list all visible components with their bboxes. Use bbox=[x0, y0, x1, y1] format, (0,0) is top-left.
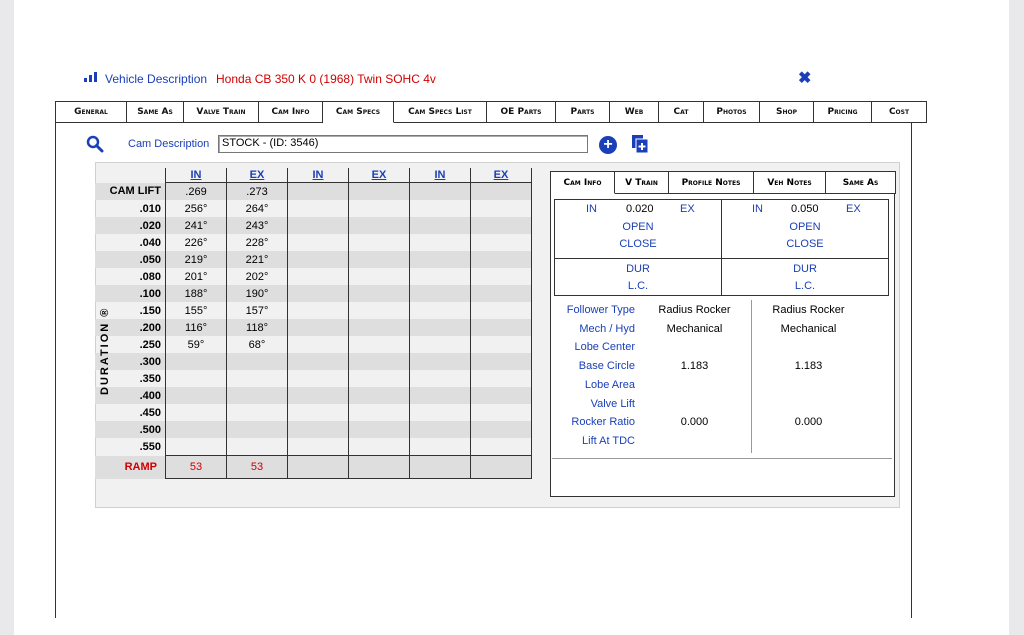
tab-same-as[interactable]: Same As bbox=[127, 102, 184, 123]
duration-row-cell[interactable]: 157° bbox=[227, 302, 288, 319]
signal-bars-icon bbox=[84, 70, 98, 85]
duration-row-cell[interactable] bbox=[471, 438, 532, 456]
info-tab-veh-notes[interactable]: Veh Notes bbox=[754, 172, 826, 194]
prop-label: Follower Type bbox=[566, 304, 635, 316]
prop-value-b[interactable]: 1.183 bbox=[794, 360, 823, 373]
lift-a-ex-label: EX bbox=[680, 203, 695, 215]
duration-row-cell[interactable] bbox=[227, 404, 288, 421]
duration-row-cell[interactable] bbox=[349, 336, 410, 353]
duration-row bbox=[95, 404, 532, 421]
duration-row-cell[interactable] bbox=[471, 404, 532, 421]
duration-row-cell[interactable]: 68° bbox=[227, 336, 288, 353]
duration-row-cell[interactable]: 219° bbox=[166, 251, 227, 268]
lc-a-label: L.C. bbox=[627, 280, 649, 292]
cam-lift-row-cell[interactable] bbox=[349, 183, 410, 201]
ramp-row bbox=[95, 456, 532, 479]
duration-label: DURATION ® bbox=[99, 306, 111, 395]
column-header-row-label bbox=[95, 168, 166, 183]
duration-row-cell[interactable] bbox=[349, 370, 410, 387]
dur-b-label: DUR bbox=[793, 263, 817, 275]
close-a-label: CLOSE bbox=[619, 238, 657, 250]
duration-row-cell[interactable] bbox=[410, 353, 471, 370]
vehicle-description-value: Honda CB 350 K 0 (1968) Twin SOHC 4v bbox=[216, 72, 436, 86]
duration-row bbox=[95, 319, 532, 336]
duration-row-cell[interactable] bbox=[166, 421, 227, 438]
duration-row-cell[interactable] bbox=[288, 353, 349, 370]
duration-row-cell[interactable] bbox=[410, 404, 471, 421]
duration-row-cell[interactable]: 202° bbox=[227, 268, 288, 285]
tab-photos[interactable]: Photos bbox=[704, 102, 760, 123]
tab-cost[interactable]: Cost bbox=[872, 102, 927, 123]
duration-row-cell[interactable]: 228° bbox=[227, 234, 288, 251]
ramp-row-cell[interactable] bbox=[410, 456, 471, 479]
duration-row-cell[interactable]: 226° bbox=[166, 234, 227, 251]
prop-label: Valve Lift bbox=[590, 397, 635, 410]
cam-description-label: Cam Description bbox=[128, 138, 210, 150]
duration-row-cell[interactable] bbox=[288, 421, 349, 438]
tab-cam-info[interactable]: Cam Info bbox=[259, 102, 323, 123]
duration-row-cell[interactable] bbox=[288, 302, 349, 319]
duration-row-cell[interactable]: 155° bbox=[166, 302, 227, 319]
duration-row-cell[interactable] bbox=[227, 438, 288, 456]
tab-web[interactable]: Web bbox=[610, 102, 659, 123]
search-icon[interactable] bbox=[86, 135, 104, 158]
ramp-row-cell[interactable] bbox=[349, 456, 410, 479]
duration-row-cell[interactable] bbox=[349, 251, 410, 268]
duration-row-cell[interactable] bbox=[166, 438, 227, 456]
info-tab-v-train[interactable]: V Train bbox=[615, 172, 669, 194]
column-header-row-cell[interactable]: EX bbox=[227, 168, 288, 183]
duration-row-cell[interactable] bbox=[410, 370, 471, 387]
tab-shop[interactable]: Shop bbox=[760, 102, 814, 123]
prop-label: Lift At TDC bbox=[582, 434, 635, 447]
lc-b-label: L.C. bbox=[794, 280, 816, 292]
ramp-row-cell[interactable] bbox=[288, 456, 349, 479]
tab-parts[interactable]: Parts bbox=[556, 102, 610, 123]
duration-row-cell[interactable] bbox=[288, 404, 349, 421]
duration-row-cell[interactable] bbox=[349, 302, 410, 319]
duration-row-cell[interactable] bbox=[471, 353, 532, 370]
duration-row-cell[interactable]: 201° bbox=[166, 268, 227, 285]
dur-a-label: DUR bbox=[626, 263, 650, 275]
column-header-row-cell[interactable]: EX bbox=[349, 168, 410, 183]
duration-row-label: .040 bbox=[139, 236, 161, 249]
duration-row-cell[interactable]: 59° bbox=[166, 336, 227, 353]
lift-b-in-label: IN bbox=[752, 203, 763, 215]
ramp-row-cell[interactable] bbox=[471, 456, 532, 479]
cam-specs-table bbox=[95, 168, 532, 479]
duration-row-cell[interactable] bbox=[471, 217, 532, 234]
column-header-row-cell[interactable]: EX bbox=[471, 168, 532, 183]
duration-row-cell[interactable] bbox=[288, 319, 349, 336]
duration-row-label: .100 bbox=[95, 285, 166, 302]
vehicle-description-label: Vehicle Description bbox=[105, 72, 208, 86]
duration-row-cell[interactable]: 241° bbox=[166, 217, 227, 234]
cam-lift-row-label: CAM LIFT bbox=[95, 183, 166, 201]
duration-row-cell[interactable]: 256° bbox=[166, 200, 227, 217]
tab-pricing[interactable]: Pricing bbox=[814, 102, 872, 123]
duration-row-cell[interactable] bbox=[471, 251, 532, 268]
duration-row-cell[interactable]: 221° bbox=[227, 251, 288, 268]
duration-row-cell[interactable] bbox=[227, 353, 288, 370]
duration-row-cell[interactable] bbox=[471, 285, 532, 302]
prop-value-b[interactable]: 0.000 bbox=[794, 416, 823, 429]
duration-row-cell[interactable] bbox=[349, 268, 410, 285]
info-box-right bbox=[888, 199, 889, 296]
duration-row-cell[interactable] bbox=[288, 438, 349, 456]
cam-lift-row-cell[interactable]: .273 bbox=[227, 183, 288, 201]
duration-row-cell[interactable] bbox=[166, 353, 227, 370]
duration-row-label: .450 bbox=[139, 406, 161, 419]
lift-b-ex-label: EX bbox=[846, 203, 861, 215]
column-header-row-cell[interactable]: IN bbox=[166, 168, 227, 183]
cam-lift-row bbox=[95, 183, 532, 201]
duration-row bbox=[95, 217, 532, 234]
duration-row-cell[interactable] bbox=[227, 370, 288, 387]
props-bottom-line bbox=[552, 458, 892, 459]
duration-row-cell[interactable] bbox=[166, 404, 227, 421]
info-box-bottom bbox=[554, 295, 889, 296]
duration-row bbox=[95, 370, 532, 387]
open-b-label: OPEN bbox=[789, 221, 821, 233]
info-tab-profile-notes[interactable]: Profile Notes bbox=[669, 172, 754, 194]
duration-row bbox=[95, 336, 532, 353]
duration-row-cell[interactable] bbox=[288, 370, 349, 387]
duration-row-label: .250 bbox=[139, 338, 161, 351]
duration-row-cell[interactable] bbox=[349, 319, 410, 336]
duration-row bbox=[95, 387, 532, 404]
duration-row-cell[interactable] bbox=[471, 336, 532, 353]
duration-row-label: .020 bbox=[95, 217, 166, 234]
duration-row-cell[interactable] bbox=[410, 336, 471, 353]
column-header-row bbox=[95, 168, 532, 183]
duration-row-cell[interactable] bbox=[410, 302, 471, 319]
duration-row-cell[interactable] bbox=[288, 234, 349, 251]
duration-row-cell[interactable] bbox=[349, 353, 410, 370]
duration-row bbox=[95, 438, 532, 456]
duration-row-cell[interactable] bbox=[471, 268, 532, 285]
tab-cam-specs[interactable]: Cam Specs bbox=[323, 102, 394, 123]
add-plus-icon[interactable]: + bbox=[599, 136, 617, 154]
duration-row-cell[interactable] bbox=[349, 217, 410, 234]
duration-row-cell[interactable] bbox=[349, 200, 410, 217]
duration-row-cell[interactable] bbox=[471, 234, 532, 251]
duration-row-cell[interactable]: 264° bbox=[227, 200, 288, 217]
cam-description-field[interactable]: STOCK - (ID: 3546) bbox=[218, 135, 588, 153]
duration-row bbox=[95, 421, 532, 438]
info-tab-same-as[interactable]: Same As bbox=[826, 172, 896, 194]
duration-row-cell[interactable] bbox=[288, 268, 349, 285]
cam-lift-row-cell[interactable] bbox=[410, 183, 471, 201]
duration-row-label: .050 bbox=[95, 251, 166, 268]
duration-row-cell[interactable] bbox=[166, 387, 227, 404]
duration-row-cell[interactable] bbox=[471, 319, 532, 336]
duration-row bbox=[95, 251, 532, 268]
tab-general[interactable]: General bbox=[56, 102, 127, 123]
duration-row-cell[interactable] bbox=[288, 285, 349, 302]
duration-row-label: .080 bbox=[139, 270, 161, 283]
duration-row-cell[interactable]: 188° bbox=[166, 285, 227, 302]
duration-row-cell[interactable]: 118° bbox=[227, 319, 288, 336]
ramp-row-cell[interactable]: 53 bbox=[166, 456, 227, 479]
duration-row-cell[interactable] bbox=[166, 370, 227, 387]
duration-row-cell[interactable] bbox=[410, 387, 471, 404]
duration-row-label: .010 bbox=[139, 202, 161, 215]
duration-row bbox=[95, 268, 532, 285]
cam-lift-row-cell[interactable] bbox=[288, 183, 349, 201]
duration-row-cell[interactable]: 116° bbox=[166, 319, 227, 336]
duration-row-cell[interactable] bbox=[288, 217, 349, 234]
duration-row-cell[interactable] bbox=[471, 421, 532, 438]
duration-row-cell[interactable] bbox=[410, 438, 471, 456]
cam-lift-row-cell[interactable] bbox=[471, 183, 532, 201]
duration-row-cell[interactable] bbox=[410, 319, 471, 336]
duration-row-cell[interactable] bbox=[410, 251, 471, 268]
content-border-left bbox=[55, 123, 56, 618]
duration-row-label: .400 bbox=[95, 387, 166, 404]
duration-row-cell[interactable] bbox=[471, 387, 532, 404]
duration-row-cell[interactable] bbox=[288, 251, 349, 268]
close-b-label: CLOSE bbox=[786, 238, 824, 250]
prop-label: Lobe Center bbox=[574, 341, 635, 354]
duration-row-cell[interactable] bbox=[288, 200, 349, 217]
duration-row-cell[interactable] bbox=[410, 285, 471, 302]
duplicate-icon[interactable] bbox=[632, 135, 648, 153]
duration-row-cell[interactable]: 243° bbox=[227, 217, 288, 234]
duration-row bbox=[95, 353, 532, 370]
lift-a-value: 0.020 bbox=[626, 203, 654, 215]
cam-lift-row-cell[interactable]: .269 bbox=[166, 183, 227, 201]
duration-row-label: .500 bbox=[95, 421, 166, 438]
tab-cat[interactable]: Cat bbox=[659, 102, 704, 123]
close-x-icon[interactable]: ✖ bbox=[798, 70, 812, 87]
props-divider bbox=[751, 300, 752, 453]
duration-row-cell[interactable] bbox=[410, 217, 471, 234]
duration-row bbox=[95, 285, 532, 302]
duration-row-cell[interactable] bbox=[349, 234, 410, 251]
duration-row-cell[interactable] bbox=[349, 387, 410, 404]
tab-cam-specs-list[interactable]: Cam Specs List bbox=[394, 102, 487, 123]
main-tab-bar bbox=[55, 101, 927, 124]
tab-valve-train[interactable]: Valve Train bbox=[184, 102, 259, 123]
prop-value-a[interactable]: Radius Rocker bbox=[658, 304, 731, 316]
duration-row-cell[interactable] bbox=[227, 387, 288, 404]
duration-row-cell[interactable] bbox=[410, 234, 471, 251]
ramp-row-label: RAMP bbox=[95, 456, 166, 479]
duration-row-cell[interactable] bbox=[349, 404, 410, 421]
prop-label: Mech / Hyd bbox=[579, 322, 635, 335]
duration-row-cell[interactable] bbox=[349, 421, 410, 438]
duration-row-label: .150 bbox=[139, 304, 161, 317]
duration-row-cell[interactable]: 190° bbox=[227, 285, 288, 302]
duration-row-label: .300 bbox=[95, 353, 166, 370]
prop-label: Rocker Ratio bbox=[571, 416, 635, 429]
prop-label: Lobe Area bbox=[584, 378, 635, 391]
duration-row-cell[interactable] bbox=[288, 336, 349, 353]
duration-row-label: .200 bbox=[95, 319, 166, 336]
lift-a-in-label: IN bbox=[586, 203, 597, 215]
duration-row-label: .350 bbox=[139, 372, 161, 385]
info-box-mid bbox=[554, 258, 889, 259]
duration-row-cell[interactable] bbox=[410, 268, 471, 285]
prop-label: Base Circle bbox=[578, 360, 635, 373]
tab-oe-parts[interactable]: OE Parts bbox=[487, 102, 556, 123]
info-tab-cam-info[interactable]: Cam Info bbox=[551, 172, 615, 194]
prop-value-a[interactable]: 0.000 bbox=[680, 416, 709, 429]
cam-info-tab-bar bbox=[550, 171, 896, 195]
content-border-right bbox=[911, 123, 912, 618]
prop-value-b[interactable]: Radius Rocker bbox=[772, 304, 845, 316]
ramp-row-cell[interactable]: 53 bbox=[227, 456, 288, 479]
duration-row-cell[interactable] bbox=[471, 302, 532, 319]
duration-row-cell[interactable] bbox=[471, 370, 532, 387]
column-header-row-cell[interactable]: IN bbox=[288, 168, 349, 183]
duration-row bbox=[95, 234, 532, 251]
duration-row bbox=[95, 200, 532, 217]
duration-row-label: .550 bbox=[139, 440, 161, 453]
duration-row-cell[interactable] bbox=[288, 387, 349, 404]
duration-row-cell[interactable] bbox=[410, 200, 471, 217]
duration-row-cell[interactable] bbox=[349, 285, 410, 302]
duration-row-cell[interactable] bbox=[349, 438, 410, 456]
prop-value-a[interactable]: Mechanical bbox=[666, 322, 723, 335]
prop-value-b[interactable]: Mechanical bbox=[780, 322, 837, 335]
duration-row bbox=[95, 302, 532, 319]
duration-row-cell[interactable] bbox=[471, 200, 532, 217]
duration-row-cell[interactable] bbox=[410, 421, 471, 438]
prop-value-a[interactable]: 1.183 bbox=[680, 360, 709, 373]
lift-b-value: 0.050 bbox=[791, 203, 819, 215]
duration-row-cell[interactable] bbox=[227, 421, 288, 438]
column-header-row-cell[interactable]: IN bbox=[410, 168, 471, 183]
open-a-label: OPEN bbox=[622, 221, 654, 233]
